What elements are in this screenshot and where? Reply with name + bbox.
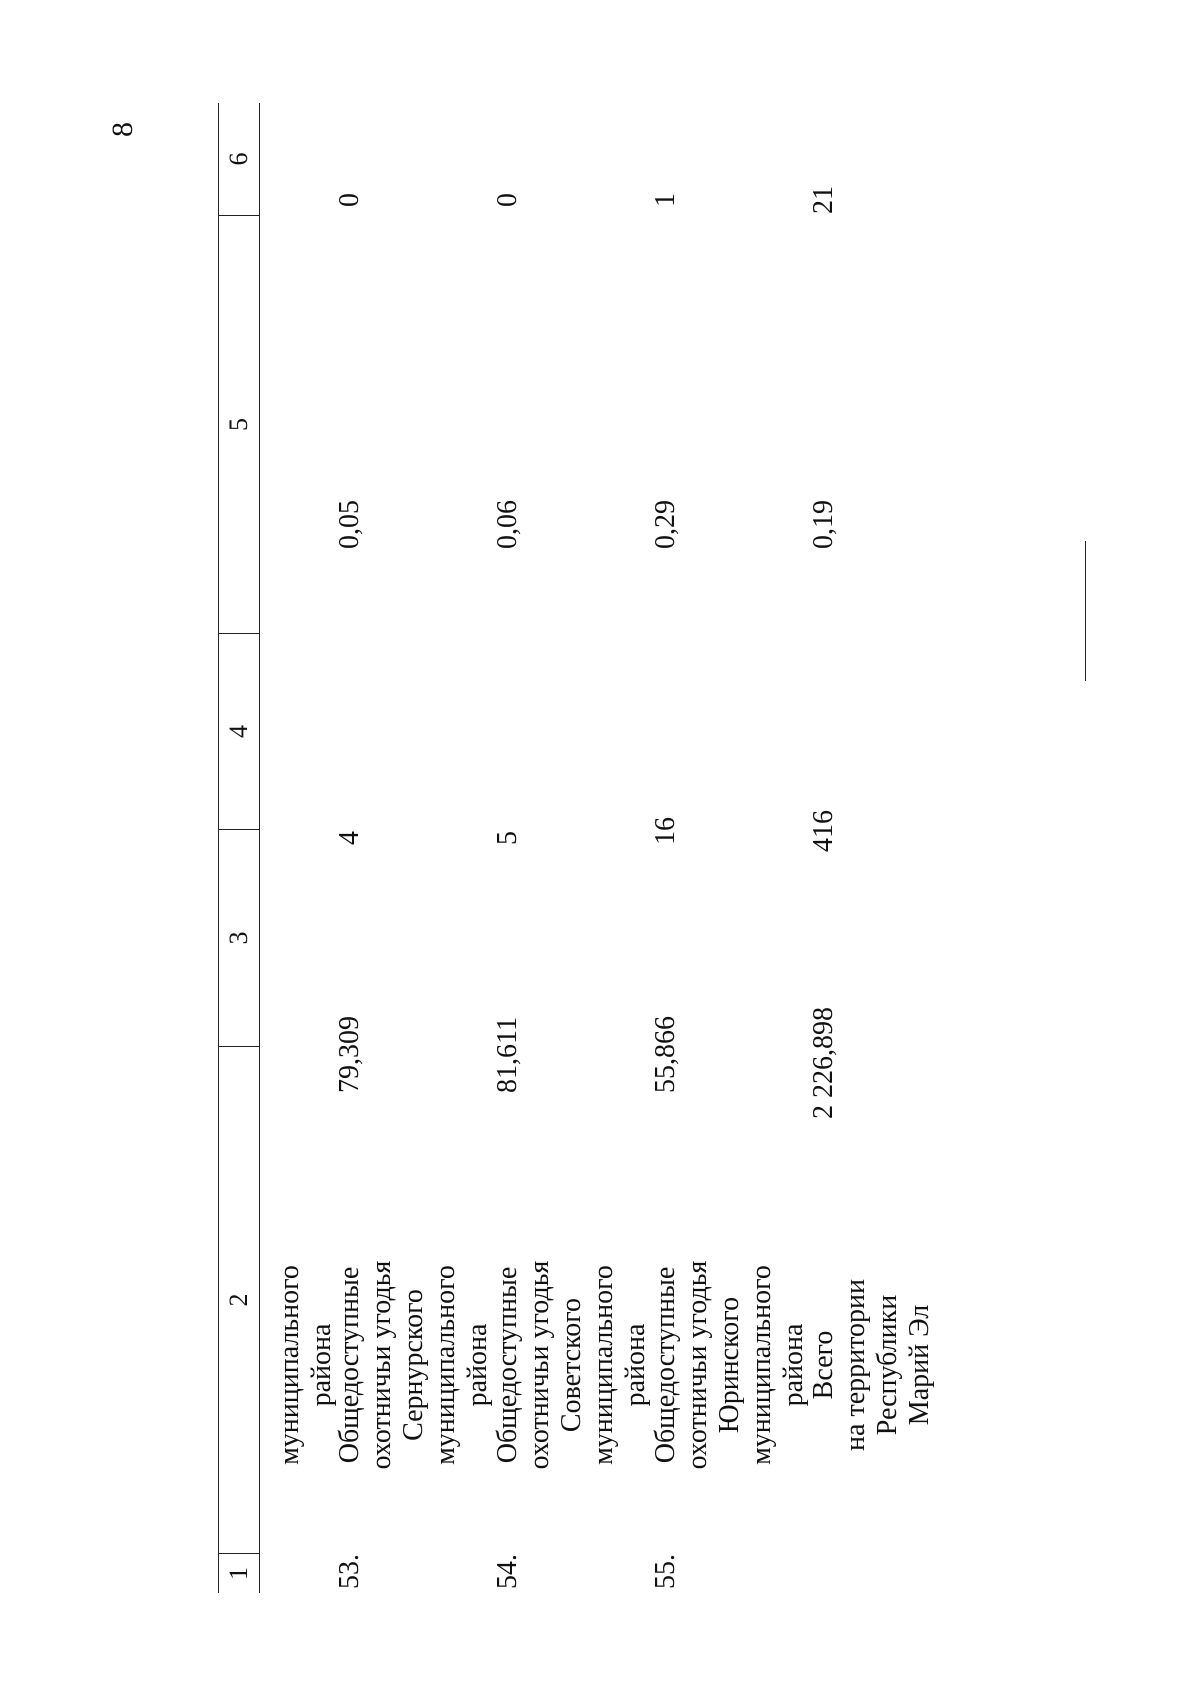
row-55-col5: 0,29 xyxy=(650,500,681,549)
row-55-col3: 55,866 xyxy=(650,1016,681,1093)
total-col5: 0,19 xyxy=(808,500,839,549)
name-line: муниципального xyxy=(588,1265,619,1465)
name-line: муниципального xyxy=(746,1265,777,1465)
name-line: муниципального xyxy=(430,1265,461,1465)
name-line: района xyxy=(778,1323,809,1407)
row-55-col4: 16 xyxy=(650,817,681,845)
page-number: 8 xyxy=(106,122,139,137)
name-line: района xyxy=(462,1323,493,1407)
row-53-col3: 79,309 xyxy=(334,1016,365,1093)
row-53-col6: 0 xyxy=(334,193,365,207)
total-col4: 416 xyxy=(808,810,839,852)
name-line: Сернурского xyxy=(398,1289,429,1441)
name-line: Общедоступные xyxy=(492,1266,523,1464)
continuation-name xyxy=(274,1235,338,1495)
row-55-name xyxy=(650,1235,810,1495)
name-line: на территории xyxy=(840,1279,871,1451)
row-54-col3: 81,611 xyxy=(492,1017,523,1093)
name-line: Марий Эл xyxy=(904,1304,935,1426)
column-number-5: 5 xyxy=(219,215,259,633)
name-line: охотничьи угодья xyxy=(524,1260,555,1470)
row-53-name xyxy=(334,1235,494,1495)
row-53-col4: 4 xyxy=(334,831,365,845)
row-54-col6: 0 xyxy=(492,193,523,207)
table-header-row xyxy=(218,103,260,1593)
column-number-6: 6 xyxy=(224,152,253,166)
row-54-col5: 0,06 xyxy=(492,500,523,549)
name-line: Общедоступные xyxy=(650,1266,681,1464)
name-line: Всего xyxy=(808,1330,839,1400)
name-line: района xyxy=(620,1323,651,1407)
row-55-col6: 1 xyxy=(650,193,681,207)
name-line: Республики xyxy=(872,1294,903,1436)
total-col6: 21 xyxy=(808,186,839,214)
name-line: Общедоступные xyxy=(334,1266,365,1464)
column-number-4: 4 xyxy=(219,633,259,829)
total-col3: 2 226,898 xyxy=(808,1007,839,1119)
column-number-2: 2 xyxy=(219,1046,259,1553)
row-54-name xyxy=(492,1235,652,1495)
row-53-col5: 0,05 xyxy=(334,500,365,549)
row-53-number: 53. xyxy=(334,1554,365,1589)
name-line: Советского xyxy=(556,1297,587,1433)
row-55-number: 55. xyxy=(650,1554,681,1589)
row-54-number: 54. xyxy=(492,1554,523,1589)
name-line: охотничьи угодья xyxy=(366,1260,397,1470)
row-54-col4: 5 xyxy=(492,831,523,845)
end-of-table-rule xyxy=(1085,541,1086,681)
name-line: района xyxy=(306,1323,337,1407)
total-name xyxy=(808,1235,936,1495)
name-line: муниципального xyxy=(274,1265,305,1465)
name-line: Юринского xyxy=(714,1296,745,1434)
name-line: охотничьи угодья xyxy=(682,1260,713,1470)
column-number-3: 3 xyxy=(219,829,259,1046)
column-number-1: 1 xyxy=(219,1553,259,1593)
